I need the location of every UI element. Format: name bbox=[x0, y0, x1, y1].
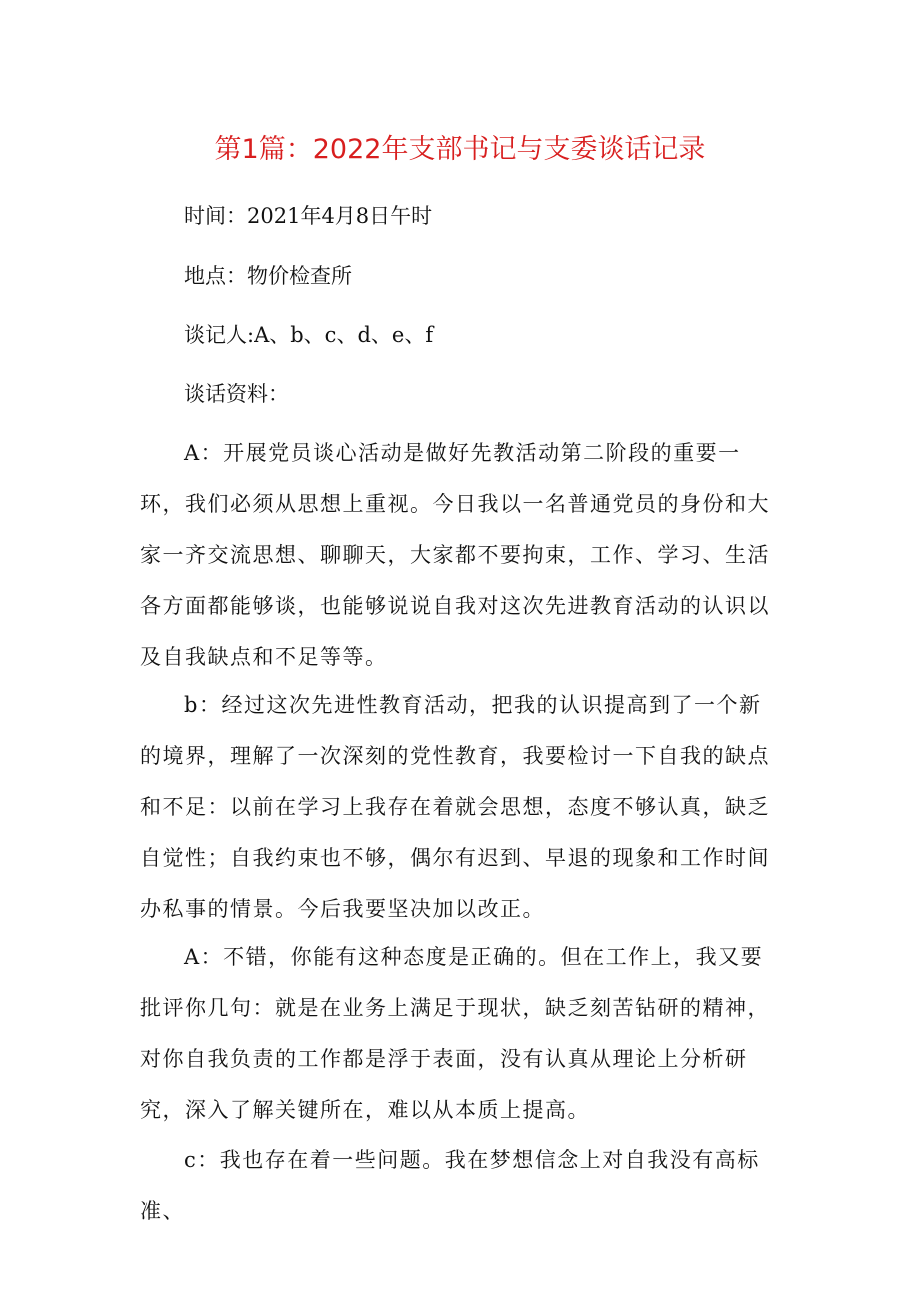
paragraph-a-critique: A：不错，你能有这种态度是正确的。但在工作上，我又要批评你几句：就是在业务上满足于现状，缺乏刻苦钻研的精神，对你自我负责的工作都是浮于表面，没有认真从理论上分析研究，深入了解关键所在，难以从本质上提高。 bbox=[140, 945, 770, 1122]
paragraph-a-opening: A：开展党员谈心活动是做好先教活动第二阶段的重要一环，我们必须从思想上重视。今日我以一名普通党员的身份和大家一齐交流思想、聊聊天，大家都不要拘束，工作、学习、生活各方面都能够谈，也能够说说自我对这次先进教育活动的认识以及自我缺点和不足等等。 bbox=[140, 441, 770, 669]
document-title: 第1篇：2022年支部书记与支委谈话记录 bbox=[214, 134, 706, 165]
meeting-participants: 谈记人:A、b、c、d、e、f bbox=[184, 323, 434, 347]
meeting-location: 地点：物价检查所 bbox=[184, 264, 352, 288]
meeting-time: 时间：2021年4月8日午时 bbox=[184, 204, 433, 228]
content-label: 谈话资料： bbox=[184, 382, 289, 406]
paragraph-b-self-review: b：经过这次先进性教育活动，把我的认识提高到了一个新的境界，理解了一次深刻的党性教育，我要检讨一下自我的缺点和不足：以前在学习上我存在着就会思想，态度不够认真，缺乏自觉性；自我约束也不够，偶尔有迟到、早退的现象和工作时间办私事的情景。今后我要坚决加以改正。 bbox=[140, 693, 770, 921]
paragraph-c-reflection: c：我也存在着一些问题。我在梦想信念上对自我没有高标准、 bbox=[140, 1148, 760, 1223]
